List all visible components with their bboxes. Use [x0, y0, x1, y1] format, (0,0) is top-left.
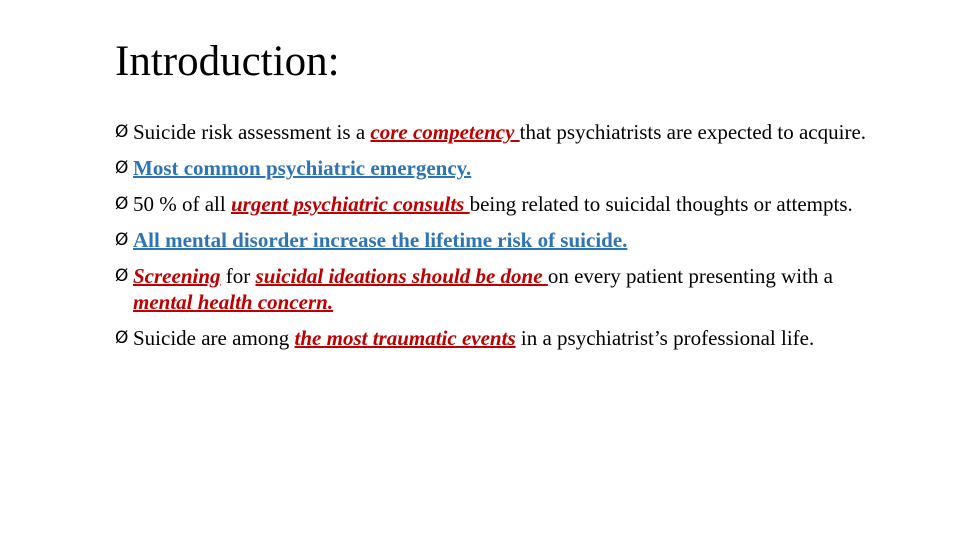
- emphasis-urgent-consults: urgent psychiatric consults: [230, 192, 470, 216]
- bullet-text: on every patient presenting with a: [547, 264, 833, 288]
- bullet-text: Suicide are among: [133, 326, 295, 350]
- bullet-item-2: [115, 155, 875, 181]
- emphasis-mental-disorder-risk: All mental disorder increase the lifetime risk of suicide.: [133, 228, 628, 252]
- arrow-bullet-icon: Ø: [115, 266, 129, 286]
- arrow-bullet-icon: Ø: [115, 158, 129, 178]
- bullet-text: Suicide risk assessment is a: [133, 120, 371, 144]
- bullet-item-5: [115, 263, 875, 315]
- bullet-text: for: [220, 264, 256, 288]
- slide-title: Introduction:: [115, 38, 340, 85]
- bullet-text: being related to suicidal thoughts or attempts.: [469, 192, 853, 216]
- bullet-item-3: [115, 191, 875, 217]
- arrow-bullet-icon: Ø: [115, 122, 129, 142]
- bullet-item-1: [115, 119, 875, 145]
- emphasis-suicidal-ideations: suicidal ideations should be done: [255, 264, 548, 288]
- bullet-text: that psychiatrists are expected to acquire.: [519, 120, 867, 144]
- bullet-item-6: [115, 325, 875, 351]
- emphasis-mental-health-concern: mental health concern.: [133, 290, 334, 314]
- emphasis-most-common-emergency: Most common psychiatric emergency.: [133, 156, 472, 180]
- emphasis-screening: Screening: [133, 264, 221, 288]
- emphasis-core-competency: core competency: [370, 120, 520, 144]
- bullet-list: [115, 119, 875, 361]
- arrow-bullet-icon: Ø: [115, 328, 129, 348]
- bullet-item-4: [115, 227, 875, 253]
- emphasis-traumatic-events: the most traumatic events: [294, 326, 516, 350]
- arrow-bullet-icon: Ø: [115, 230, 129, 250]
- arrow-bullet-icon: Ø: [115, 194, 129, 214]
- bullet-text: 50 % of all: [133, 192, 231, 216]
- bullet-text: in a psychiatrist’s professional life.: [515, 326, 815, 350]
